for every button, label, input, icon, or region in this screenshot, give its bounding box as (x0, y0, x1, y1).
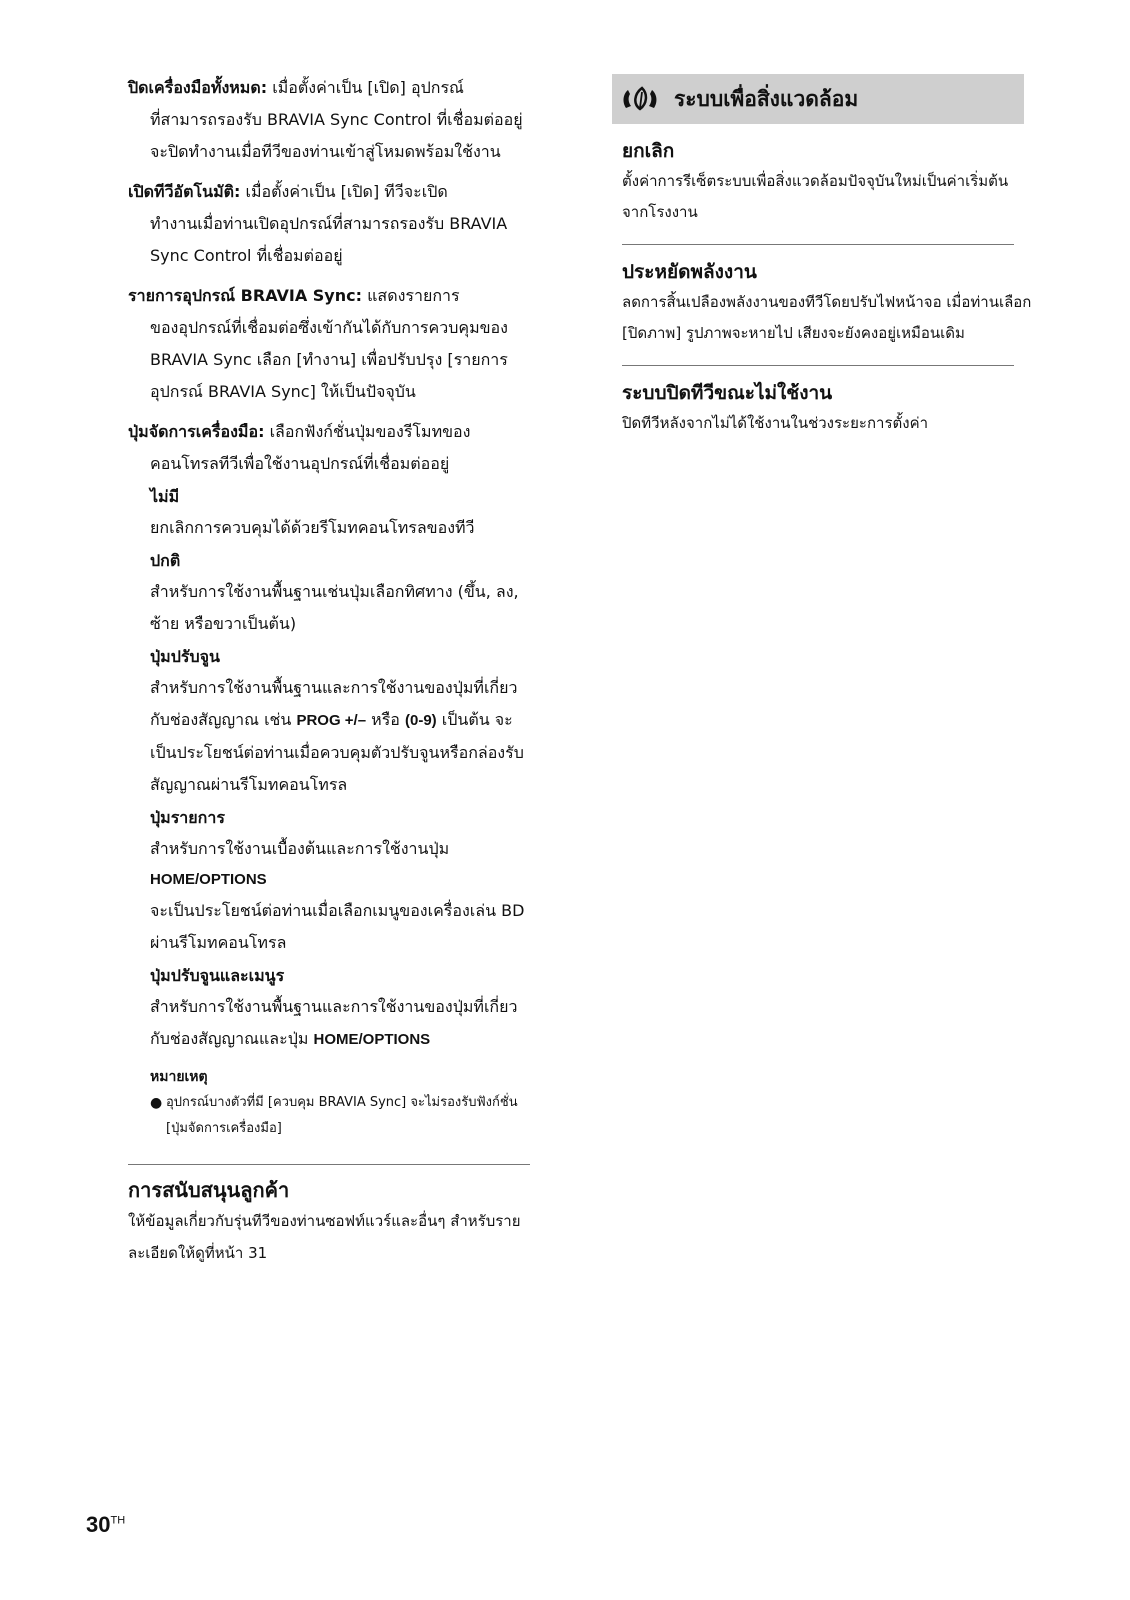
option-menu-text-b: จะเป็นประโยชน์ต่อท่านเมื่อเลือกเมนูของเครื่องเล่น BD ผ่านรีโมทคอนโทรล (150, 901, 525, 952)
entry-body: คอนโทรลทีวีเพื่อใช้งานอุปกรณ์ที่เชื่อมต่ออยู่ (150, 454, 450, 473)
option-tuner-menu-text: สำหรับการใช้งานพื้นฐานและการใช้งานของปุ่มที่เกี่ยวกับช่องสัญญาณและปุ่ม (150, 997, 518, 1048)
digit-keys-label: (0-9) (404, 712, 437, 729)
page-number (86, 1512, 125, 1538)
page-number-value: 30 (86, 1512, 111, 1537)
section-heading: ยกเลิก (622, 140, 675, 162)
option-normal-title: ปกติ (150, 551, 181, 570)
entry-auto-tv-on (128, 176, 528, 272)
section-divider (128, 1164, 530, 1165)
eco-section-title: ระบบเพื่อสิ่งแวดล้อม (674, 86, 859, 111)
option-tuner-menu-title: ปุ่มปรับจูนและเมนูร (150, 966, 285, 985)
entry-power-off-all (128, 72, 528, 168)
entry-body: ของอุปกรณ์ที่เชื่อมต่อซึ่งเข้ากันได้กับการควบคุมของ BRAVIA Sync เลือก [ทำงาน] เพื่อปรับปรุง [รายการอุปกรณ์ BRAVIA Sync] ให้เป็นปัจจุบัน (150, 318, 508, 401)
option-none-title: ไม่มี (150, 487, 180, 506)
note-title: หมายเหตุ (150, 1069, 208, 1085)
option-normal-body: สำหรับการใช้งานพื้นฐานเช่นปุ่มเลือกทิศทาง (ขึ้น, ลง, ซ้าย หรือขวาเป็นต้น) (150, 582, 519, 633)
entry-body: ทำงานเมื่อท่านเปิดอุปกรณ์ที่สามารถรองรับ BRAVIA Sync Control ที่เชื่อมต่ออยู่ (150, 214, 508, 265)
option-list (128, 482, 528, 1056)
entry-term: ปิดเครื่องมือทั้งหมด: (128, 78, 268, 97)
page-language-code: TH (110, 1514, 126, 1527)
entry-device-list (128, 280, 528, 408)
eco-section-banner (612, 74, 1024, 124)
entry-first-line: เลือกฟังก์ชั่นปุ่มของรีโมทของ (269, 422, 471, 441)
entry-device-control-keys (128, 416, 528, 480)
option-menu-title: ปุ่มรายการ (150, 808, 225, 827)
entry-term: ปุ่มจัดการเครื่องมือ: (128, 422, 265, 441)
note-box (128, 1064, 528, 1142)
note-text: อุปกรณ์บางตัวที่มี [ควบคุม BRAVIA Sync] จะไม่รองรับฟังก์ชั่น [ปุ่มจัดการเครื่องมือ] (166, 1095, 518, 1136)
eco-section-reset (622, 136, 1032, 228)
home-options-label: HOME/OPTIONS (313, 1031, 431, 1048)
entry-term: รายการอุปกรณ์ BRAVIA Sync: (128, 286, 363, 305)
section-body: ตั้งค่าการรีเซ็ตระบบเพื่อสิ่งแวดล้อมปัจจุบันใหม่เป็นค่าเริ่มต้นจากโรงงาน (622, 172, 1009, 221)
option-tuner-title: ปุ่มปรับจูน (150, 647, 220, 666)
entry-first-line: เมื่อตั้งค่าเป็น [เปิด] ทีวีจะเปิด (245, 182, 448, 201)
right-column (622, 74, 1032, 439)
prog-key-label: PROG +/– (296, 712, 367, 729)
section-body: ลดการสิ้นเปลืองพลังงานของทีวีโดยปรับไฟหน้าจอ เมื่อท่านเลือก [ปิดภาพ] รูปภาพจะหายไป เสียงจะยังคงอยู่เหมือนเดิม (622, 293, 1032, 342)
bullet-icon: ● (150, 1095, 163, 1111)
section-divider (622, 365, 1014, 366)
option-menu-body (150, 833, 528, 959)
entry-first-line: แสดงรายการ (367, 286, 460, 305)
section-heading: ประหยัดพลังงาน (622, 261, 757, 283)
option-tuner-or: หรือ (371, 710, 400, 729)
section-body: ปิดทีวีหลังจากไม่ได้ใช้งานในช่วงระยะการตั้งค่า (622, 414, 929, 432)
support-body: ให้ข้อมูลเกี่ยวกับรุ่นทีวีของท่านซอฟท์แวร์และอื่นๆ สำหรับรายละเอียดให้ดูที่หน้า 31 (128, 1212, 521, 1262)
option-none-body: ยกเลิกการควบคุมได้ด้วยรีโมทคอนโทรลของทีวี (150, 518, 475, 537)
note-item (150, 1090, 528, 1142)
section-heading: ระบบปิดทีวีขณะไม่ใช้งาน (622, 382, 833, 404)
eco-section-idle-standby (622, 378, 1032, 439)
home-options-label: HOME/OPTIONS (150, 871, 267, 888)
eco-hands-leaf-icon (620, 82, 660, 116)
entry-term: เปิดทีวีอัตโนมัติ: (128, 182, 241, 201)
eco-section-power-saving (622, 257, 1032, 349)
option-tuner-menu-body (150, 991, 528, 1056)
support-heading: การสนับสนุนลูกค้า (128, 1178, 290, 1202)
entry-first-line: เมื่อตั้งค่าเป็น [เปิด] อุปกรณ์ (272, 78, 464, 97)
entry-body: ที่สามารถรองรับ BRAVIA Sync Control ที่เชื่อมต่ออยู่จะปิดทำงานเมื่อทีวีของท่านเข้าสู่โหมดพร้อมใช้งาน (150, 110, 523, 161)
option-menu-text-a: สำหรับการใช้งานเบื้องต้นและการใช้งานปุ่ม (150, 839, 450, 858)
option-tuner-text-a: สำหรับการใช้งานพื้นฐานและการใช้งานของปุ่มที่เกี่ยวกับช่องสัญญาณ เช่น (150, 678, 518, 729)
option-tuner-text-b: เป็นต้น จะเป็นประโยชน์ต่อท่านเมื่อควบคุมตัวปรับจูนหรือกล่องรับสัญญาณผ่านรีโมทคอนโทรล (150, 710, 524, 794)
option-tuner-body (150, 672, 528, 801)
section-divider (622, 244, 1014, 245)
left-column (128, 72, 528, 1269)
